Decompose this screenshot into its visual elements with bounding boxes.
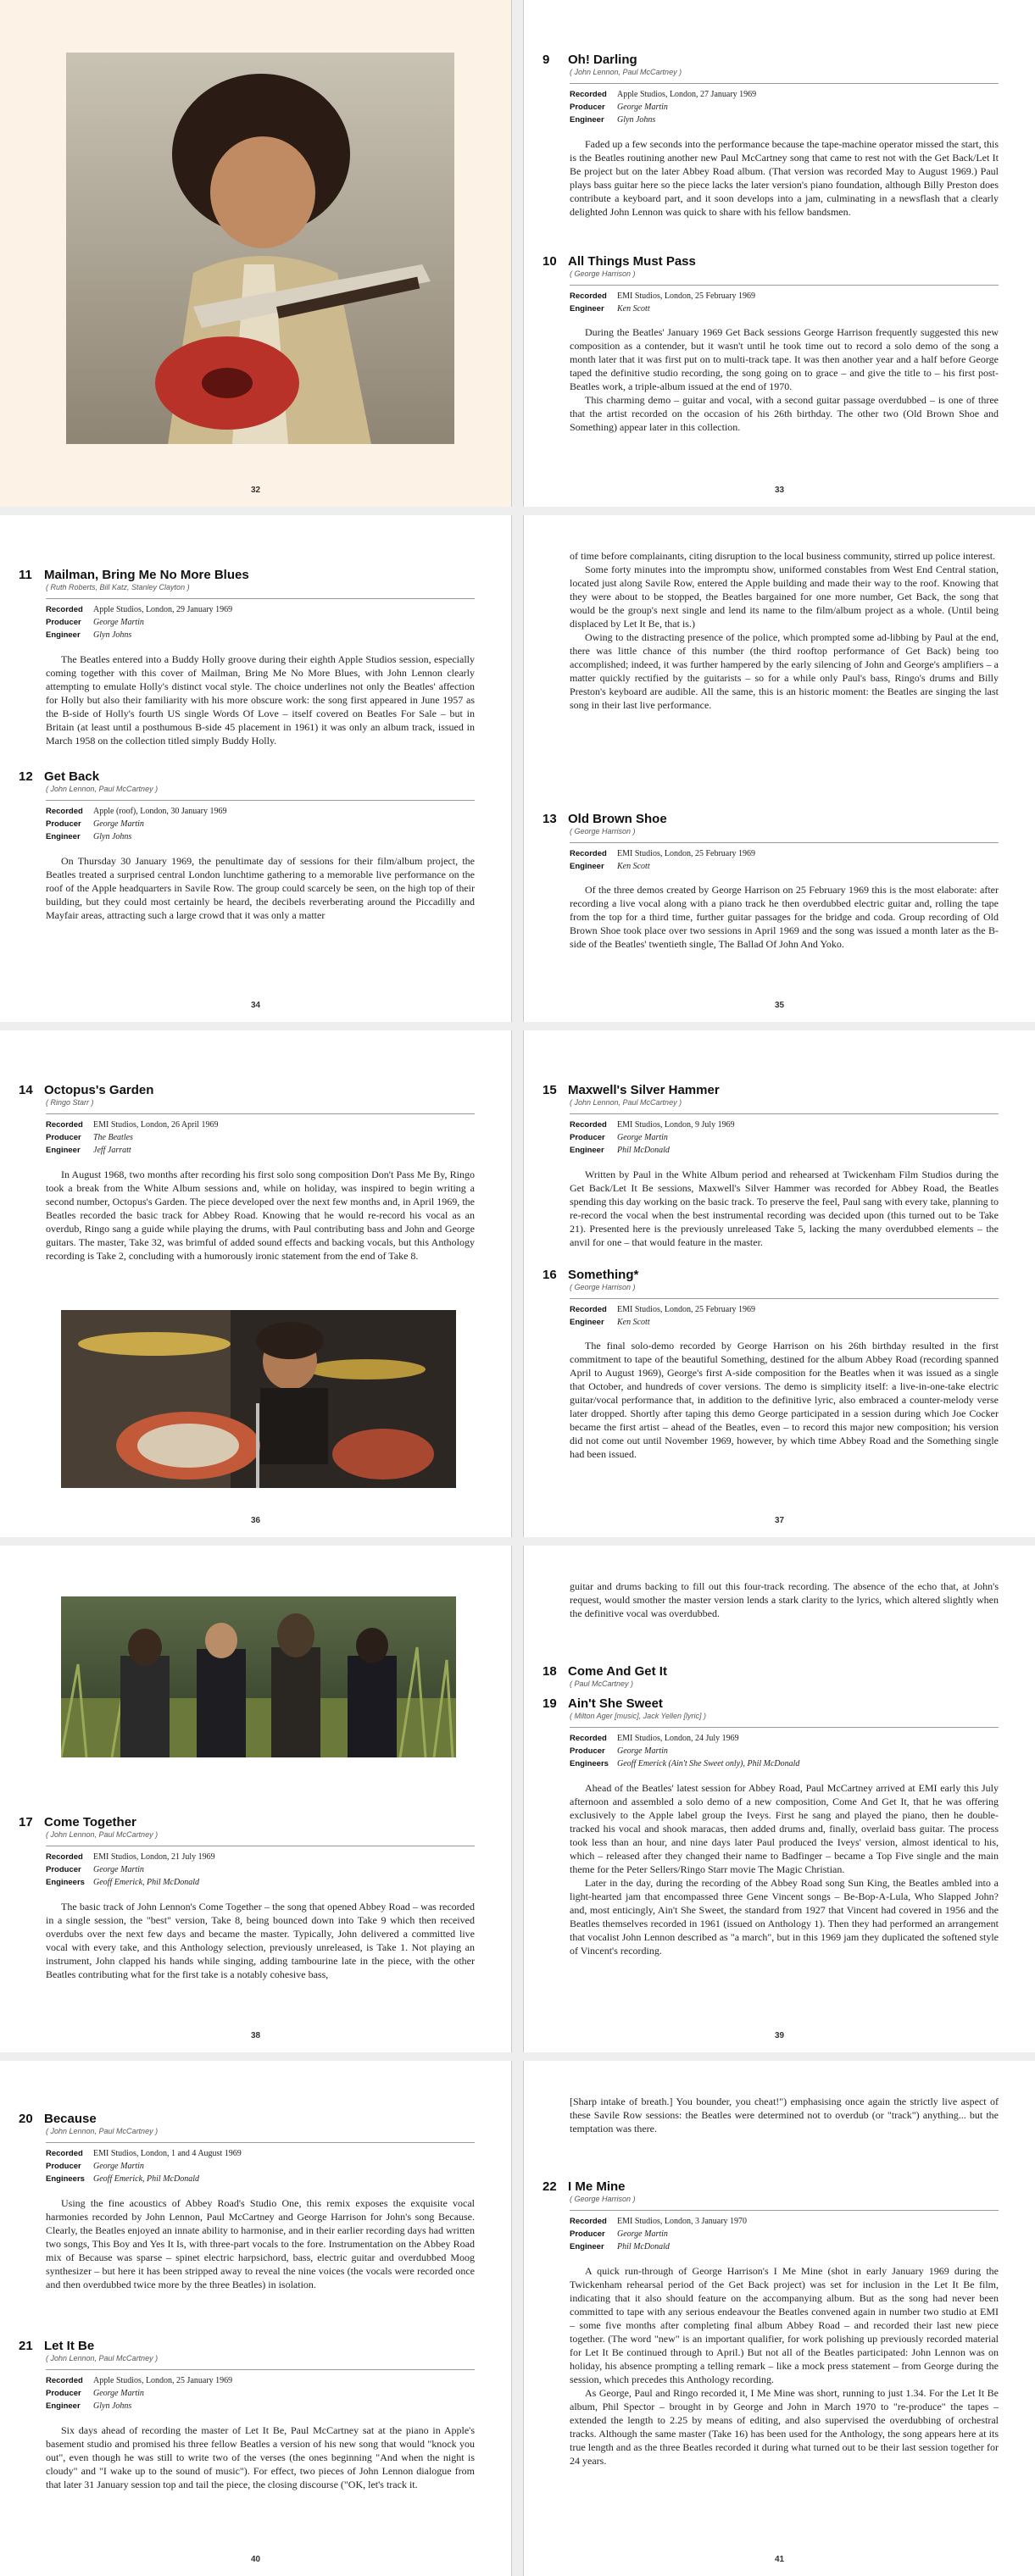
track-title: Octopus's Garden (44, 1083, 154, 1097)
track-title: Something* (568, 1268, 639, 1282)
track-number: 12 (19, 769, 33, 784)
recording-info: Recorded EMI Studios, London, 21 July 1969 Producer George Martin Engineers Geoff Emerick, Phil McDonald (46, 1852, 215, 1887)
track-text (570, 137, 999, 253)
track-title: I Me Mine (568, 2179, 626, 2194)
page-number: 39 (774, 2031, 785, 2040)
paragraph: Owing to the distracting presence of the police, which prompted some ad-libbing by Paul at the end, there was little chance of this number (the third rooftop performance of Get Back) being too accomplished; indeed, it was further hampered by the early silencing of John and George's amplifiers – a matter quickly rectified by the guitarists – so for a while only Paul's bass, Ringo's drums and Billy Preston's keyboard are audible. All the same, this is an historic moment: the Beatles are singing the last song in their last live performance. (570, 631, 999, 711)
photo-beatles-field (61, 1596, 456, 1757)
page-number: 35 (774, 1001, 785, 1010)
track-text (46, 854, 475, 968)
paragraph: guitar and drums backing to fill out this four-track recording. The absence of the echo that, at John's request, would smother the master version lends a stark clarity to the lyrics, which altered slightly when the definitive vocal was overdubbed. (570, 1580, 999, 1619)
divider (46, 1113, 475, 1114)
track-text (570, 2264, 999, 2537)
divider (46, 800, 475, 801)
recording-info: Recorded EMI Studios, London, 9 July 1969 Producer George Martin Engineer Phil McDonald (570, 1120, 735, 1155)
page-number: 41 (774, 2555, 785, 2564)
divider (570, 1298, 999, 1299)
track-number: 21 (19, 2339, 33, 2353)
paragraph: A quick run-through of George Harrison's I Me Mine (shot in early January 1969 during the Twickenham rehearsal period of the Get Back project) was set for inclusion in the Let It Be film, indicating that it also should feature on the accompanying album. But as the song had never been committed to tape with any serious endeavour the Beatles convened again in number two studio at EMI – some five months after completing final album Abbey Road – and recorded their last new piece together. (The word "new" is an important qualifier, for work polishing up previously recorded material for Let It Be continued through to April.) But not all of the Beatles participated: John Lennon was on holiday, his absence prompting a telling remark – like a mock press statement – from George during the session, which precedes this Anthology recording. (570, 2265, 999, 2385)
track-title: All Things Must Pass (568, 254, 696, 269)
track-number: 16 (543, 1268, 557, 1282)
paragraph: of time before complainants, citing disruption to the local business community, stirred up police interest. (570, 550, 996, 562)
continued-text (570, 2095, 999, 2139)
track-text (570, 1781, 999, 2010)
recording-info: Recorded EMI Studios, London, 1 and 4 August 1969 Producer George Martin Engineers Geoff Emerick, Phil McDonald (46, 2149, 242, 2184)
divider (570, 2210, 999, 2211)
track-text (46, 2196, 475, 2310)
track-credit: ( John Lennon, Paul McCartney ) (46, 2127, 159, 2135)
paragraph: The basic track of John Lennon's Come Together – the song that opened Abbey Road – was recorded in a single session, the "best" version, Take 8, being bounced down into Take 9 which then received overdubs over the next few days and became the master. Typically, John delivered a committed live vocal with every take, and this Anthology selection, previously unreleased, is Take 1. Not playing an instrument, John clapped his hands while singing, adding tambourine late in the piece, with the other Beatles contributing what for the first take is a notably cohesive bass, (46, 1901, 475, 1980)
recording-info: Recorded Apple Studios, London, 29 January 1969 Producer George Martin Engineer Glyn Johns (46, 605, 233, 640)
track-title: Old Brown Shoe (568, 812, 667, 826)
paragraph: Ahead of the Beatles' latest session for Abbey Road, Paul McCartney arrived at EMI early this July afternoon and assembled a solo demo of a new composition, Come And Get It, that he was offering exclusively to the Apple label group the Iveys. First he sang and played the piano, then he double-tracked his vocal and shook maracas, then added drums and, finally, overlaid bass guitar. The process took less than an hour, and nine days later Paul produced the Iveys' version, almost identical to his, which – released after they changed their name to Badfinger – became a Top Five single and the main theme for the Peter Sellers/Ringo Starr movie The Magic Christian. (570, 1782, 999, 1875)
spread-32-33 (0, 0, 1035, 507)
track-credit: ( Ruth Roberts, Bill Katz, Stanley Clayton ) (46, 583, 190, 591)
recording-info: Recorded EMI Studios, London, 26 April 1969 Producer The Beatles Engineer Jeff Jarratt (46, 1120, 219, 1155)
paragraph: Using the fine acoustics of Abbey Road's Studio One, this remix exposes the exquisite vocal harmonies recorded by John Lennon, Paul McCartney and George Harrison for John's song Because. Clearly, the Beatles enjoyed an innate ability to harmonise, and in their earlier recording days had written two songs, This Boy and Yes It Is, with three-part vocals to the fore. Instrumentation on the Abbey Road mix of Because was sparse – spinet electric harpsichord, bass, electric guitar and overdubbed Moog synthesizer – but here it has been stripped away to reveal the nine voices (the vocals were recorded once and then overdubbed twice more by the three Beatles) in isolation. (46, 2197, 475, 2290)
recording-info: Recorded EMI Studios, London, 25 February 1969 Engineer Ken Scott (570, 1305, 756, 1327)
track-title: Maxwell's Silver Hammer (568, 1083, 720, 1097)
page-35 (523, 515, 1035, 1022)
paragraph: [Sharp intake of breath.] You bounder, you cheat!") emphasising once again the strictly live aspect of these Savile Row sessions: the Beatles were determined not to overdub (or "track") anything... but the temptation was there. (570, 2096, 999, 2135)
track-title: Oh! Darling (568, 53, 637, 67)
track-credit: ( Ringo Starr ) (46, 1098, 94, 1107)
track-number: 18 (543, 1664, 557, 1679)
photo-ringo-drums (61, 1310, 456, 1488)
page-37 (523, 1030, 1035, 1537)
track-credit: ( John Lennon, Paul McCartney ) (570, 68, 682, 76)
page-number: 37 (774, 1516, 785, 1525)
track-credit: ( George Harrison ) (570, 2195, 636, 2203)
recording-info: Recorded EMI Studios, London, 24 July 1969 Producer George Martin Engineers Geoff Emerick (Ain't She Sweet only), Phil McDonald (570, 1734, 800, 1768)
page-number: 32 (250, 486, 261, 495)
track-number: 17 (19, 1815, 33, 1829)
paragraph: Faded up a few seconds into the performance because the tape-machine operator missed the start, this is the Beatles routining another new Paul McCartney song that came to rest not with the Get Back/Let It Be project but on the later Abbey Road album. (That version was recorded May to August 1969.) Paul plays bass guitar here so the piece lacks the later version's piano foundation, although Billy Preston does contribute a keyboard part, and it soon develops into a jam, culminating in a newsflash that a clearly delighted John Lennon was quick to share with his fellow bandsmen. (570, 138, 999, 218)
divider (570, 285, 999, 286)
track-credit: ( John Lennon, Paul McCartney ) (46, 785, 159, 793)
track-number: 15 (543, 1083, 557, 1097)
paragraph: Some forty minutes into the impromptu show, uniformed constables from West End Central station, located just along Savile Row, entered the Apple building and made their way to the roof. Knowing that they were about to be stopped, the Beatles bargained for one more number, Get Back, the song that would be the group's next single and lend its name to the film/album project as a whole. (Until being displaced by Let It Be, that is.) (570, 564, 999, 630)
divider (46, 2142, 475, 2143)
paragraph: Of the three demos created by George Harrison on 25 February 1969 this is the most elaborate: after recording a live vocal along with a piano track he then overdubbed electric guitar and, rolling the tape from the top for a third time, further guitar passages for the bridge and coda. Group recording of Old Brown Shoe took place over two sessions in April 1969 and the song was issued a month later as the B-side of the Beatles' twentieth single, The Ballad Of John And Yoko. (570, 884, 999, 950)
track-credit: ( John Lennon, Paul McCartney ) (570, 1098, 682, 1107)
track-credit: ( Paul McCartney ) (570, 1679, 634, 1688)
track-credit: ( John Lennon, Paul McCartney ) (46, 1830, 159, 1839)
track-title: Get Back (44, 769, 100, 784)
spread-38-39 (0, 1546, 1035, 2052)
track-number: 19 (543, 1696, 557, 1711)
paragraph: In August 1968, two months after recording his first solo song composition Don't Pass Me By, Ringo took a break from the White Album sessions and, while on holiday, was inspired to begin writing a second number, Octopus's Garden. The piece developed over the next few months and, in April 1969, the Beatles recorded the basic track for Abbey Road. Knowing that he would re-record his vocal as an overdub, Ringo sang a guide while playing the drums, with Paul contributing bass and John and George guitars. The master, Take 32, was brimful of added sound effects and backing vocals, but this Anthology recording is Take 2, concluding with a humorously ironic statement from the end of Take 8. (46, 1169, 475, 1262)
paragraph: The Beatles entered into a Buddy Holly groove during their eighth Apple Studios session, especially coming together with this cover of Mailman, Bring Me No More Blues, with John Lennon clearly attempting to emulate Holly's distinct vocal style. The choice underlines not only the Beatles' affection for Holly but also their familiarity with his more obscure work: the song first appeared in June 1957 as the B-side of Holly's fourth US single Words Of Love – itself covered on Beatles For Sale – but in Britain (at least until a posthumous B-side 45 placement in 1961) it was only an album track, issued in March 1958 on the collection titled simply Buddy Holly. (46, 653, 475, 747)
track-number: 10 (543, 254, 557, 269)
divider (46, 2369, 475, 2370)
page-34 (0, 515, 512, 1022)
page-number: 34 (250, 1001, 261, 1010)
track-title: Come And Get It (568, 1664, 667, 1679)
recording-info: Recorded Apple (roof), London, 30 January 1969 Producer George Martin Engineer Glyn Johns (46, 807, 227, 841)
track-title: Mailman, Bring Me No More Blues (44, 568, 249, 582)
paragraph: The final solo-demo recorded by George Harrison on his 26th birthday resulted in the first commitment to tape of the beautiful Something, destined for the album Abbey Road (recording spanned April to August 1969), George's first A-side composition for the Beatles when it was issued as a single that October, and hundreds of cover versions. The demo is simplicity itself: a live-in-one-take electric guitar/vocal performance that, in addition to the definitive lyric, also embraced a counter-melody verse later dropped. Shortly after taping this demo George participated in a session during which Joe Cocker became the first artist – ahead of the Beatles, even – to record this major new composition; his version did not come out until November 1969, however, by which time Abbey Road and the Something single had been issued. (570, 1340, 999, 1460)
paragraph: As George, Paul and Ringo recorded it, I Me Mine was short, running to just 1.34. For the Let It Be album, Phil Spector – brought in by George and John in March 1970 to "re-produce" the tapes – extended the length to 2.25 by means of editing, and also supervised the overdubbing of orchestral tracks. Although the same master (Take 16) has been used for the Anthology, the song appears here at its true length and as the three Beatles recorded it during what turned out to be their last session together for 24 years. (570, 2387, 999, 2467)
track-text (46, 1168, 475, 1283)
paragraph: Later in the day, during the recording of the Abbey Road song Sun King, the Beatles ambled into a light-hearted jam that encompassed three Gene Vincent songs – Be-Bop-A-Lula, Who Slapped John? and, most enticingly, Ain't She Sweet, the standard from 1927 that Vincent had covered in 1956 and the Beatles themselves recorded in 1961 (issued on Anthology 1). Then they had performed an arrangement that vocalist John Lennon described as "a march", but in this 1969 jam they duplicated the softened style of Vincent's recording. (570, 1877, 999, 1957)
page-number: 33 (774, 486, 785, 495)
recording-info: Recorded Apple Studios, London, 27 January 1969 Producer George Martin Engineer Glyn Johns (570, 90, 757, 125)
paragraph: Six days ahead of recording the master of Let It Be, Paul McCartney sat at the piano in Apple's basement studio and promised his three fellow Beatles a version of his new song that would "knock you out", even though he was still to write two of the verses (the ones beginning "And when the night is cloudy" and "I wake up to the sound of music"). For effect, two pieces of John Lennon dialogue from that later 31 January session top and tail the piece, the closing discourse ("OK, let's track it. (46, 2424, 475, 2490)
paragraph: This charming demo – guitar and vocal, with a second guitar passage overdubbed – is one of three that the artist recorded on the occasion of his 26th birthday. The other two (Old Brown Shoe and Something) appear later in this collection. (570, 394, 999, 433)
divider (570, 1727, 999, 1728)
page-36 (0, 1030, 512, 1537)
continued-text (570, 1579, 999, 1624)
track-credit: ( John Lennon, Paul McCartney ) (46, 2354, 159, 2362)
spread-40-41 (0, 2061, 1035, 2576)
recording-info: Recorded EMI Studios, London, 25 February 1969 Engineer Ken Scott (570, 291, 756, 314)
paragraph: Written by Paul in the White Album period and rehearsed at Twickenham Film Studios during the Get Back/Let It Be sessions, Maxwell's Silver Hammer was recorded for Abbey Road, the Beatles spending this day working on the basic track. To preserve the feel, Paul sang with every take, planning to re-record the vocal when the best instrumental recording was decided upon (this turned out to be Take 21). Presented here is the previously unreleased Take 5, lacking the many overdubbed elements – the anvil for one – that would feature in the master. (570, 1169, 999, 1248)
spread-34-35 (0, 515, 1035, 1022)
page-41 (523, 2061, 1035, 2576)
photo-george-guitar (66, 53, 454, 444)
divider (570, 1113, 999, 1114)
track-number: 14 (19, 1083, 33, 1097)
track-number: 13 (543, 812, 557, 826)
track-credit: ( George Harrison ) (570, 269, 636, 278)
track-text (46, 2423, 475, 2523)
track-number: 20 (19, 2112, 33, 2126)
divider (570, 842, 999, 843)
recording-info: Recorded EMI Studios, London, 3 January 1970 Producer George Martin Engineer Phil McDonald (570, 2217, 748, 2251)
divider (570, 83, 999, 84)
page-40 (0, 2061, 512, 2576)
track-title: Let It Be (44, 2339, 95, 2353)
track-number: 11 (19, 568, 32, 582)
recording-info: Recorded Apple Studios, London, 25 January 1969 Producer George Martin Engineer Glyn Johns (46, 2376, 233, 2411)
track-credit: ( Milton Ager [music], Jack Yellen [lyric] ) (570, 1712, 707, 1720)
track-number: 9 (543, 53, 550, 67)
page-38 (0, 1546, 512, 2052)
page-33 (523, 0, 1035, 507)
page-number: 36 (250, 1516, 261, 1525)
spread-36-37 (0, 1030, 1035, 1537)
track-text (570, 325, 999, 475)
recording-info: Recorded EMI Studios, London, 25 February 1969 Engineer Ken Scott (570, 849, 756, 871)
paragraph: During the Beatles' January 1969 Get Back sessions George Harrison frequently suggested this new composition as a contender, but it wasn't until he took time out to record a solo demo of the song a month later that it was first put on to multi-track tape. It was then another year and a half before George taped the definitive studio recording, the song going on to grace – and give the title to – his first post-Beatles work, a triple-album issued at the end of 1970. (570, 326, 999, 392)
george-guitar-photo-icon (66, 53, 454, 444)
page-number: 38 (250, 2031, 261, 2040)
track-credit: ( George Harrison ) (570, 1283, 636, 1291)
track-text (46, 1900, 475, 2015)
track-title: Come Together (44, 1815, 136, 1829)
track-title: Ain't She Sweet (568, 1696, 663, 1711)
track-text (570, 883, 999, 968)
track-credit: ( George Harrison ) (570, 827, 636, 836)
track-text (570, 1168, 999, 1252)
divider (46, 598, 475, 599)
page-39 (523, 1546, 1035, 2052)
paragraph: On Thursday 30 January 1969, the penultimate day of sessions for their film/album project, the Beatles treated a surprised central London lunchtime gathering to a memorable live performance on the roof of the Apple headquarters in Savile Row. The group could scarcely be seen, on the high top of their building, but they could most certainly be heard, the decibels reverberating around the Piccadilly and Mayfair areas, attracting such a large crowd that it was only a matter (46, 855, 475, 921)
page-32 (0, 0, 512, 507)
track-text (46, 652, 475, 766)
ringo-drums-photo-icon (61, 1310, 456, 1488)
track-number: 22 (543, 2179, 557, 2194)
continued-text (570, 549, 999, 766)
track-title: Because (44, 2112, 97, 2126)
beatles-field-photo-icon (61, 1596, 456, 1757)
page-number: 40 (250, 2555, 261, 2564)
track-text (570, 1339, 999, 1491)
